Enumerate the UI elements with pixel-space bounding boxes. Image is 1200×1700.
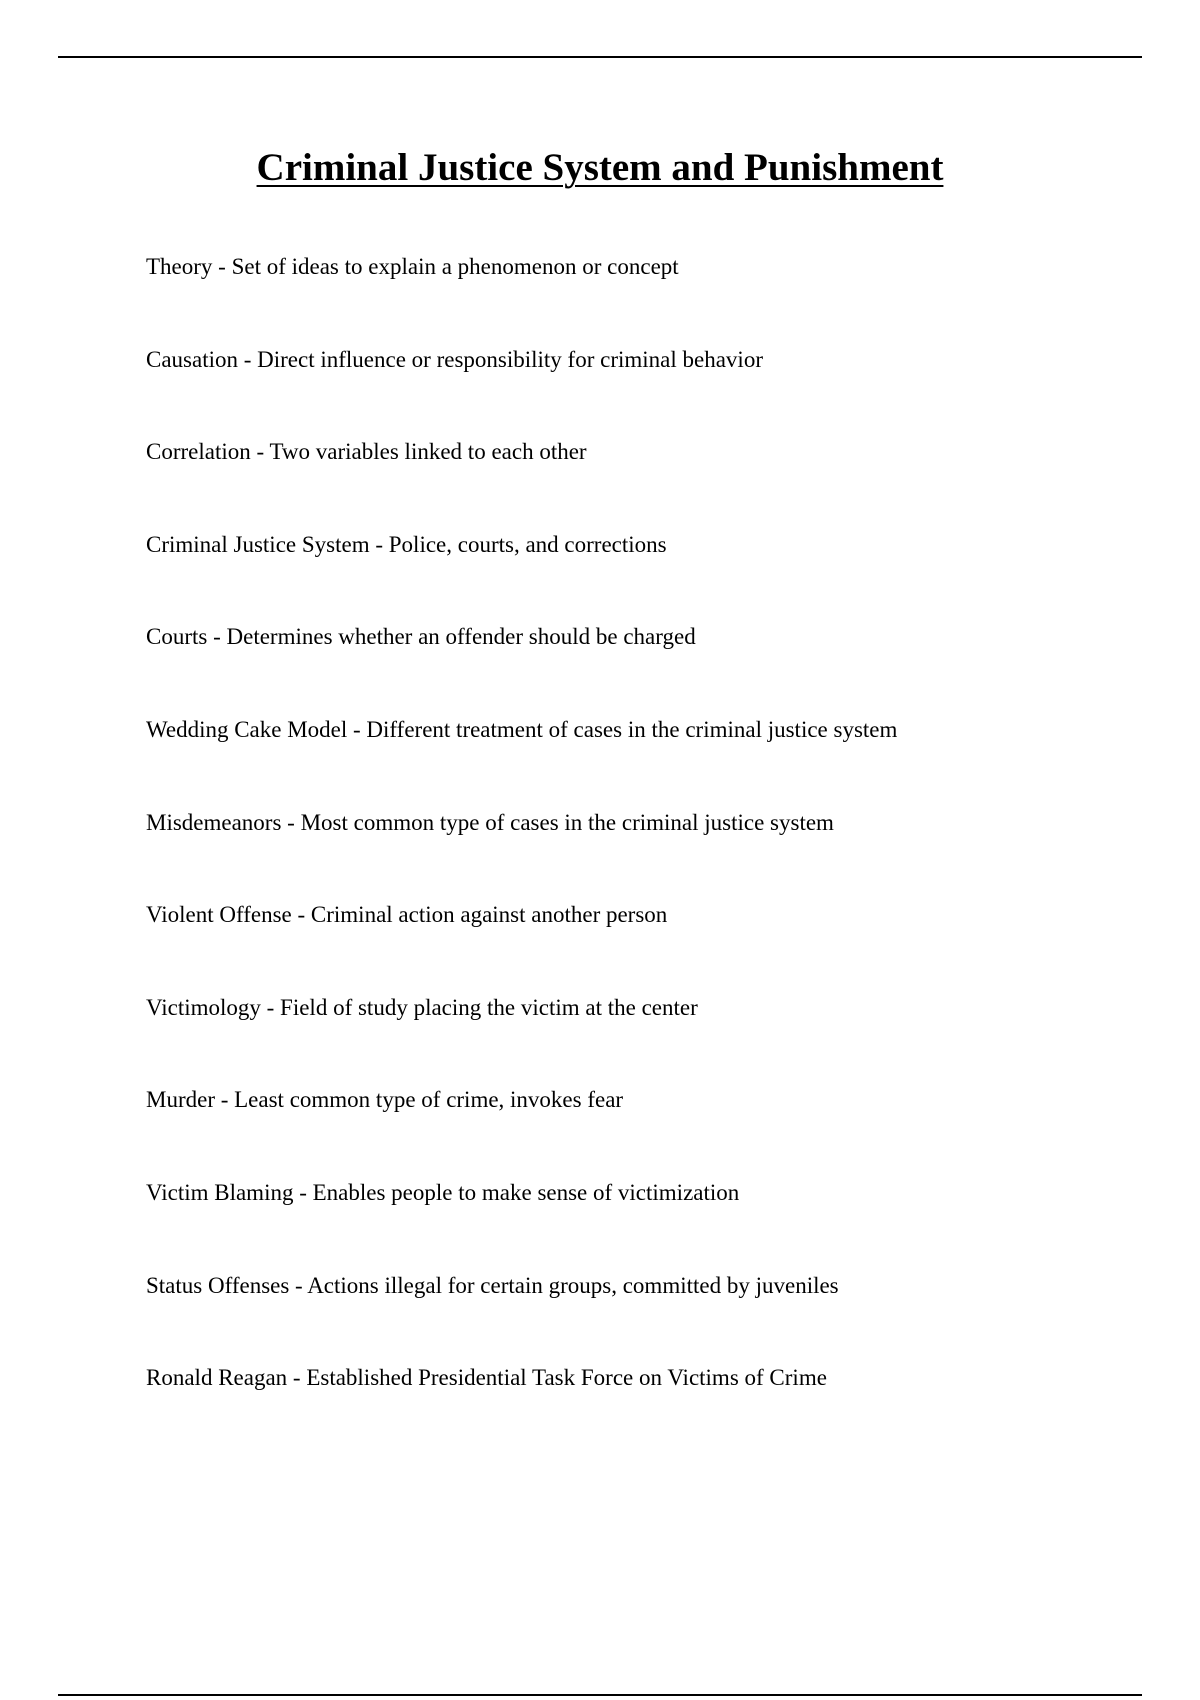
term-entry-victimology: Victimology - Field of study placing the victim at the center [146,994,698,1020]
term-entry-courts: Courts - Determines whether an offender should be charged [146,624,696,650]
term-entry-murder: Murder - Least common type of crime, invokes fear [146,1087,624,1113]
bottom-divider [58,1694,1142,1696]
term-entry-misdemeanors: Misdemeanors - Most common type of cases in the criminal justice system [146,809,834,835]
term-list [146,252,1146,1456]
term-entry-theory: Theory - Set of ideas to explain a phenomenon or concept [146,254,679,279]
term-entry-status-offenses: Status Offenses - Actions illegal for certain groups, committed by juveniles [146,1272,839,1298]
term-entry-violent-offense: Violent Offense - Criminal action against another person [146,902,668,928]
page-title: Criminal Justice System and Punishment [256,146,944,189]
term-entry-victim-blaming: Victim Blaming - Enables people to make sense of victimization [146,1179,740,1205]
term-entry-ronald-reagan: Ronald Reagan - Established Presidential Task Force on Victims of Crime [146,1365,827,1391]
term-entry-wedding-cake-model: Wedding Cake Model - Different treatment of cases in the criminal justice system [146,716,898,742]
term-entry-criminal-justice-system: Criminal Justice System - Police, courts, and corrections [146,531,667,557]
term-entry-correlation: Correlation - Two variables linked to each other [146,439,587,465]
term-entry-causation: Causation - Direct influence or responsibility for criminal behavior [146,346,763,372]
top-divider [58,56,1142,58]
